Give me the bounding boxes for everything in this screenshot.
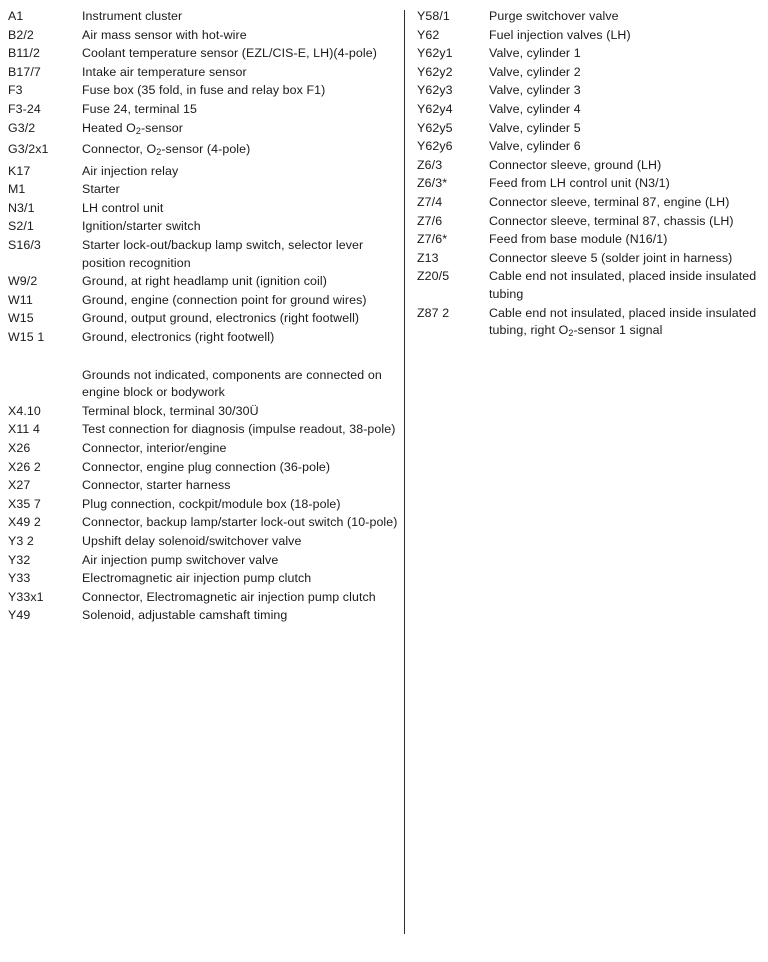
legend-code: X11 4 [8, 422, 40, 437]
legend-description: Connector sleeve 5 (solder joint in harness) [489, 250, 733, 265]
legend-row [8, 163, 398, 182]
legend-description: Connector, interior/engine [82, 441, 227, 455]
legend-row [417, 138, 761, 157]
legend-code: Z7/4 [417, 194, 443, 209]
legend-code: X49 2 [8, 515, 41, 530]
legend-code [8, 367, 82, 403]
legend-row [8, 82, 398, 101]
legend-code: Y33 [8, 571, 31, 586]
legend-row [417, 101, 761, 120]
legend-body-left [8, 8, 398, 626]
legend-code: W15 1 [8, 330, 45, 345]
legend-row [8, 570, 398, 589]
legend-row [417, 8, 761, 27]
legend-row [417, 213, 761, 232]
legend-row [417, 175, 761, 194]
legend-column-right [405, 8, 767, 344]
legend-description: Air mass sensor with hot-wire [82, 27, 247, 42]
legend-code: Z20/5 [417, 269, 450, 284]
legend-row [417, 305, 761, 344]
legend-table-right [417, 8, 761, 344]
legend-code: Y62y3 [417, 83, 453, 98]
legend-row [8, 45, 398, 64]
legend-row [8, 533, 398, 552]
legend-code: X27 [8, 478, 31, 493]
legend-code: B17/7 [8, 64, 41, 79]
legend-row [8, 552, 398, 571]
legend-code: Y62 [417, 27, 440, 42]
legend-description: Instrument cluster [82, 9, 183, 23]
legend-description: Starter [82, 182, 120, 197]
legend-row [8, 237, 398, 273]
legend-row [8, 329, 398, 348]
legend-row [8, 101, 398, 120]
legend-code: Y62y1 [417, 46, 453, 61]
legend-description: Valve, cylinder 2 [489, 64, 581, 79]
legend-code: X35 7 [8, 496, 41, 511]
legend-code: Z6/3* [417, 176, 448, 191]
legend-row [8, 120, 398, 142]
legend-code: Y32 [8, 552, 31, 567]
legend-description: Intake air temperature sensor [82, 64, 247, 79]
legend-code: B2/2 [8, 27, 34, 42]
legend-description: Ground, engine (connection point for ground wires) [82, 292, 367, 307]
legend-code: Z13 [417, 250, 439, 265]
legend-description: Upshift delay solenoid/switchover valve [82, 533, 302, 548]
legend-description: Connector, $O_2$-sensor (4-pole) [82, 142, 251, 158]
legend-code: K17 [8, 163, 31, 178]
legend-row [8, 459, 398, 478]
legend-description: Connector, Electromagnetic air injection pump clutch [82, 589, 376, 604]
legend-code: Y62y2 [417, 64, 453, 79]
legend-column-left [0, 8, 404, 626]
legend-row [8, 273, 398, 292]
legend-spacer [8, 348, 398, 367]
legend-row [8, 64, 398, 83]
legend-row [417, 157, 761, 176]
legend-code: F3 [8, 83, 23, 98]
legend-description: Fuse box (35 fold, in fuse and relay box F1) [82, 83, 326, 98]
legend-description: Cable end not insulated, placed inside insulated tubing [489, 269, 757, 301]
legend-code: S16/3 [8, 238, 41, 253]
legend-row [8, 292, 398, 311]
legend-description: Starter lock-out/backup lamp switch, selector lever position recognition [82, 238, 364, 270]
legend-code: Y62y5 [417, 120, 453, 135]
legend-code: X26 2 [8, 459, 41, 474]
legend-description: Fuse 24, terminal 15 [82, 101, 197, 116]
legend-table-left [8, 8, 398, 626]
legend-row [8, 310, 398, 329]
legend-row [417, 250, 761, 269]
legend-row [8, 607, 398, 626]
legend-row [417, 268, 761, 304]
legend-code: Y58/1 [417, 9, 450, 23]
legend-row [417, 64, 761, 83]
legend-description: Air injection pump switchover valve [82, 552, 279, 567]
legend-code: Z7/6* [417, 232, 448, 247]
legend-description: Cable end not insulated, placed inside insulated tubing, right $O_2$-sensor 1 signal [489, 305, 757, 339]
legend-columns [0, 8, 768, 962]
legend-description: Air injection relay [82, 163, 179, 178]
legend-description: Solenoid, adjustable camshaft timing [82, 608, 288, 623]
legend-description: Connector sleeve, terminal 87, chassis (LH) [489, 213, 734, 228]
legend-code: G3/2 [8, 120, 36, 135]
legend-row [8, 421, 398, 440]
legend-description: Ground, at right headlamp unit (ignition coil) [82, 274, 327, 289]
legend-description: Connector, engine plug connection (36-pole) [82, 459, 331, 474]
legend-row [8, 8, 398, 27]
legend-description: Ground, output ground, electronics (right footwell) [82, 311, 360, 326]
legend-description: Valve, cylinder 5 [489, 120, 581, 135]
legend-description: Connector, starter harness [82, 478, 231, 493]
legend-row [417, 231, 761, 250]
legend-row [8, 496, 398, 515]
legend-row [417, 82, 761, 101]
legend-description: Connector sleeve, terminal 87, engine (LH) [489, 194, 730, 209]
legend-code: N3/1 [8, 200, 35, 215]
legend-description: Feed from base module (N16/1) [489, 232, 668, 247]
legend-code: A1 [8, 9, 24, 23]
legend-code: Y33x1 [8, 589, 44, 604]
legend-code: G3/2x1 [8, 142, 49, 157]
legend-code: F3-24 [8, 101, 41, 116]
legend-row [8, 514, 398, 533]
legend-description: Plug connection, cockpit/module box (18-pole) [82, 496, 341, 511]
legend-code: Z87 2 [417, 305, 450, 320]
legend-description: Connector, backup lamp/starter lock-out switch (10-pole) [82, 515, 398, 530]
legend-code: W9/2 [8, 274, 38, 289]
legend-row [8, 200, 398, 219]
legend-row [8, 440, 398, 459]
legend-code: M1 [8, 182, 26, 197]
legend-code: S2/1 [8, 219, 34, 234]
legend-code: B11/2 [8, 46, 40, 61]
legend-row [417, 27, 761, 46]
legend-row [8, 477, 398, 496]
legend-spacer-cell [8, 348, 82, 367]
legend-spacer-cell [82, 348, 398, 367]
legend-code: W15 [8, 311, 34, 326]
legend-description: Valve, cylinder 3 [489, 83, 581, 98]
legend-row [417, 194, 761, 213]
legend-row [417, 45, 761, 64]
legend-description: Terminal block, terminal 30/30Ü [82, 403, 259, 418]
legend-description: Heated $O_2$-sensor [82, 120, 183, 136]
legend-description: Purge switchover valve [489, 9, 619, 23]
legend-code: Y49 [8, 608, 31, 623]
legend-code: Y62y4 [417, 101, 453, 116]
legend-code: Y3 2 [8, 533, 34, 548]
legend-code: X4.10 [8, 403, 41, 418]
legend-description: Connector sleeve, ground (LH) [489, 157, 662, 172]
legend-description: Test connection for diagnosis (impulse readout, 38-pole) [82, 422, 396, 437]
legend-description: Electromagnetic air injection pump clutch [82, 571, 312, 586]
legend-code: X26 [8, 441, 31, 455]
legend-row [8, 141, 398, 163]
legend-row [8, 403, 398, 422]
legend-note-row [8, 367, 398, 403]
legend-row [8, 27, 398, 46]
legend-row [8, 589, 398, 608]
legend-code: Y62y6 [417, 139, 453, 154]
legend-note: Grounds not indicated, components are connected on engine block or bodywork [82, 367, 382, 400]
legend-description: Valve, cylinder 1 [489, 46, 581, 61]
legend-description: Ground, electronics (right footwell) [82, 330, 275, 345]
legend-row [8, 181, 398, 200]
legend-code: W11 [8, 292, 33, 307]
legend-code: Z7/6 [417, 213, 443, 228]
legend-description: Valve, cylinder 6 [489, 139, 581, 154]
legend-description: Ignition/starter switch [82, 219, 201, 234]
legend-code: Z6/3 [417, 157, 443, 172]
legend-description: Coolant temperature sensor (EZL/CIS-E, LH)(4-pole) [82, 46, 377, 61]
legend-row [417, 120, 761, 139]
legend-description: Valve, cylinder 4 [489, 101, 581, 116]
legend-description: Fuel injection valves (LH) [489, 27, 631, 42]
legend-description: Feed from LH control unit (N3/1) [489, 176, 670, 191]
legend-row [8, 218, 398, 237]
legend-body-right [417, 8, 761, 344]
legend-description: LH control unit [82, 200, 164, 215]
